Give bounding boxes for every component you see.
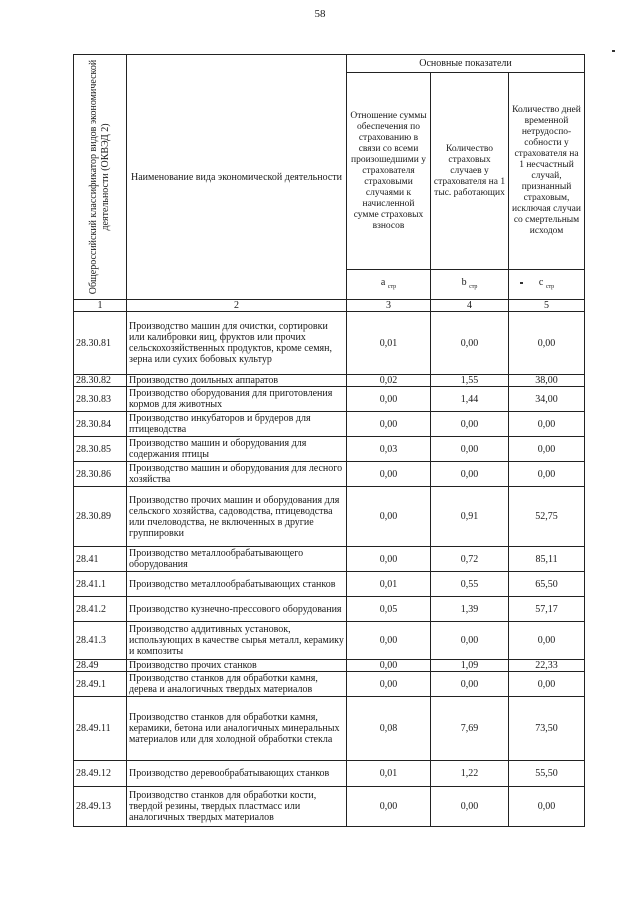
ratio-value-cell: 0,00 [347,487,431,547]
ratio-value-cell: 0,08 [347,697,431,761]
cases-value-cell: 0,00 [431,622,509,660]
okved-code-cell: 28.30.83 [74,387,127,412]
days-value-cell: 38,00 [509,375,585,387]
activity-name-cell: Производство станков для обработки камня, керамики, бетона или аналогичных минеральных материалов или для холодной обработки стекла [127,697,347,761]
cases-value-cell: 1,22 [431,761,509,787]
ratio-value-cell: 0,00 [347,387,431,412]
okved-code-cell: 28.30.84 [74,412,127,437]
ratio-value-cell: 0,01 [347,761,431,787]
activity-name-cell: Производство доильных аппаратов [127,375,347,387]
ratio-value-cell: 0,00 [347,412,431,437]
days-value-cell: 65,50 [509,572,585,597]
column-number-row [74,300,585,312]
ratio-value-cell: 0,02 [347,375,431,387]
days-value-cell: 0,00 [509,437,585,462]
table-row [74,387,585,412]
okved-code-cell: 28.49.13 [74,787,127,827]
table-row [74,312,585,375]
okved-code-cell: 28.30.85 [74,437,127,462]
okved-code-cell: 28.41 [74,547,127,572]
col5-symbol: c $_{стр}$ [509,270,585,300]
okved-code-cell: 28.49 [74,660,127,672]
activity-name-cell: Производство прочих машин и оборудования для сельского хозяйства, садоводства, птицеводства или пчеловодства, не включенных в другие группировки [127,487,347,547]
activity-name-cell: Производство машин и оборудования для содержания птицы [127,437,347,462]
table-row [74,487,585,547]
cases-value-cell: 0,00 [431,412,509,437]
table-row [74,672,585,697]
days-value-cell: 73,50 [509,697,585,761]
days-value-cell: 85,11 [509,547,585,572]
days-value-cell: 0,00 [509,312,585,375]
table-row [74,787,585,827]
okved-code-cell: 28.41.2 [74,597,127,622]
days-value-cell: 0,00 [509,787,585,827]
ratio-value-cell: 0,01 [347,572,431,597]
activity-name-cell: Производство оборудования для приготовления кормов для животных [127,387,347,412]
cases-value-cell: 7,69 [431,697,509,761]
cases-value-cell: 1,09 [431,660,509,672]
table-row [74,697,585,761]
okved-code-cell: 28.49.1 [74,672,127,697]
table-row [74,437,585,462]
ratio-value-cell: 0,05 [347,597,431,622]
days-value-cell: 0,00 [509,672,585,697]
days-value-cell: 22,33 [509,660,585,672]
table-row [74,572,585,597]
okved-code-cell: 28.49.11 [74,697,127,761]
table-row [74,412,585,437]
ratio-value-cell: 0,00 [347,622,431,660]
activity-name-cell: Производство металлообрабатывающих станков [127,572,347,597]
cases-value-cell: 1,55 [431,375,509,387]
scan-speck [520,282,523,284]
table-row [74,761,585,787]
column-number: 4 [431,300,509,312]
cases-value-cell: 0,55 [431,572,509,597]
cases-header: Количество страховых случаев у страхователя на 1 тыс. работающих [431,73,509,270]
days-value-cell: 52,75 [509,487,585,547]
cases-value-cell: 0,91 [431,487,509,547]
ratio-value-cell: 0,00 [347,672,431,697]
okved-code-cell: 28.30.81 [74,312,127,375]
column-number: 3 [347,300,431,312]
column-number: 2 [127,300,347,312]
ratio-value-cell: 0,01 [347,312,431,375]
table-row [74,375,585,387]
activity-name-cell: Производство станков для обработки камня, дерева и аналогичных твердых материалов [127,672,347,697]
okved-header: Общероссийский классификатор видов экономической деятельности (ОКВЭД 2) [74,55,127,300]
cases-value-cell: 0,72 [431,547,509,572]
table-row [74,660,585,672]
cases-value-cell: 1,39 [431,597,509,622]
indicator-table [73,54,585,827]
ratio-header: Отношение суммы обеспечения по страхованию в связи со всеми произошедшими у страхователя страховыми случаями к начисленной сумме страховых взносов [347,73,431,270]
activity-name-cell: Производство деревообрабатывающих станков [127,761,347,787]
okved-code-cell: 28.30.86 [74,462,127,487]
days-value-cell: 55,50 [509,761,585,787]
days-value-cell: 0,00 [509,462,585,487]
activity-name-cell: Производство аддитивных установок, использующих в качестве сырья металл, керамику и композиты [127,622,347,660]
ratio-value-cell: 0,00 [347,787,431,827]
activity-name-cell: Производство инкубаторов и брудеров для птицеводства [127,412,347,437]
okved-code-cell: 28.30.82 [74,375,127,387]
table-row [74,597,585,622]
cases-value-cell: 0,00 [431,437,509,462]
column-number: 5 [509,300,585,312]
days-value-cell: 57,17 [509,597,585,622]
okved-code-cell: 28.30.89 [74,487,127,547]
days-header: Количество дней временной нетрудоспо-собности у страхователя на 1 несчастный случай, признанный страховым, исключая случаи со смертельным исходом [509,73,585,270]
days-value-cell: 0,00 [509,622,585,660]
table-row [74,622,585,660]
okved-code-cell: 28.41.1 [74,572,127,597]
activity-name-header: Наименование вида экономической деятельности [127,55,347,300]
activity-name-cell: Производство машин для очистки, сортировки или калибровки яиц, фруктов или прочих сельскохозяйственных продуктов, кроме семян, зерна или сухих бобовых культур [127,312,347,375]
cases-value-cell: 0,00 [431,787,509,827]
cases-value-cell: 1,44 [431,387,509,412]
okved-code-cell: 28.49.12 [74,761,127,787]
ratio-value-cell: 0,00 [347,547,431,572]
activity-name-cell: Производство машин и оборудования для лесного хозяйства [127,462,347,487]
table-row [74,547,585,572]
days-value-cell: 0,00 [509,412,585,437]
col4-symbol: b $_{стр}$ [431,270,509,300]
cases-value-cell: 0,00 [431,672,509,697]
col3-symbol: a $_{стр}$ [347,270,431,300]
okved-code-cell: 28.41.3 [74,622,127,660]
ratio-value-cell: 0,03 [347,437,431,462]
cases-value-cell: 0,00 [431,462,509,487]
days-value-cell: 34,00 [509,387,585,412]
activity-name-cell: Производство станков для обработки кости, твердой резины, твердых пластмасс или аналогичных твердых материалов [127,787,347,827]
activity-name-cell: Производство металлообрабатывающего оборудования [127,547,347,572]
table-row [74,462,585,487]
main-indicators-header: Основные показатели [347,55,585,73]
column-number: 1 [74,300,127,312]
page-number: 58 [314,8,326,20]
activity-name-cell: Производство прочих станков [127,660,347,672]
scan-speck [612,50,615,52]
ratio-value-cell: 0,00 [347,462,431,487]
cases-value-cell: 0,00 [431,312,509,375]
activity-name-cell: Производство кузнечно-прессового оборудования [127,597,347,622]
ratio-value-cell: 0,00 [347,660,431,672]
